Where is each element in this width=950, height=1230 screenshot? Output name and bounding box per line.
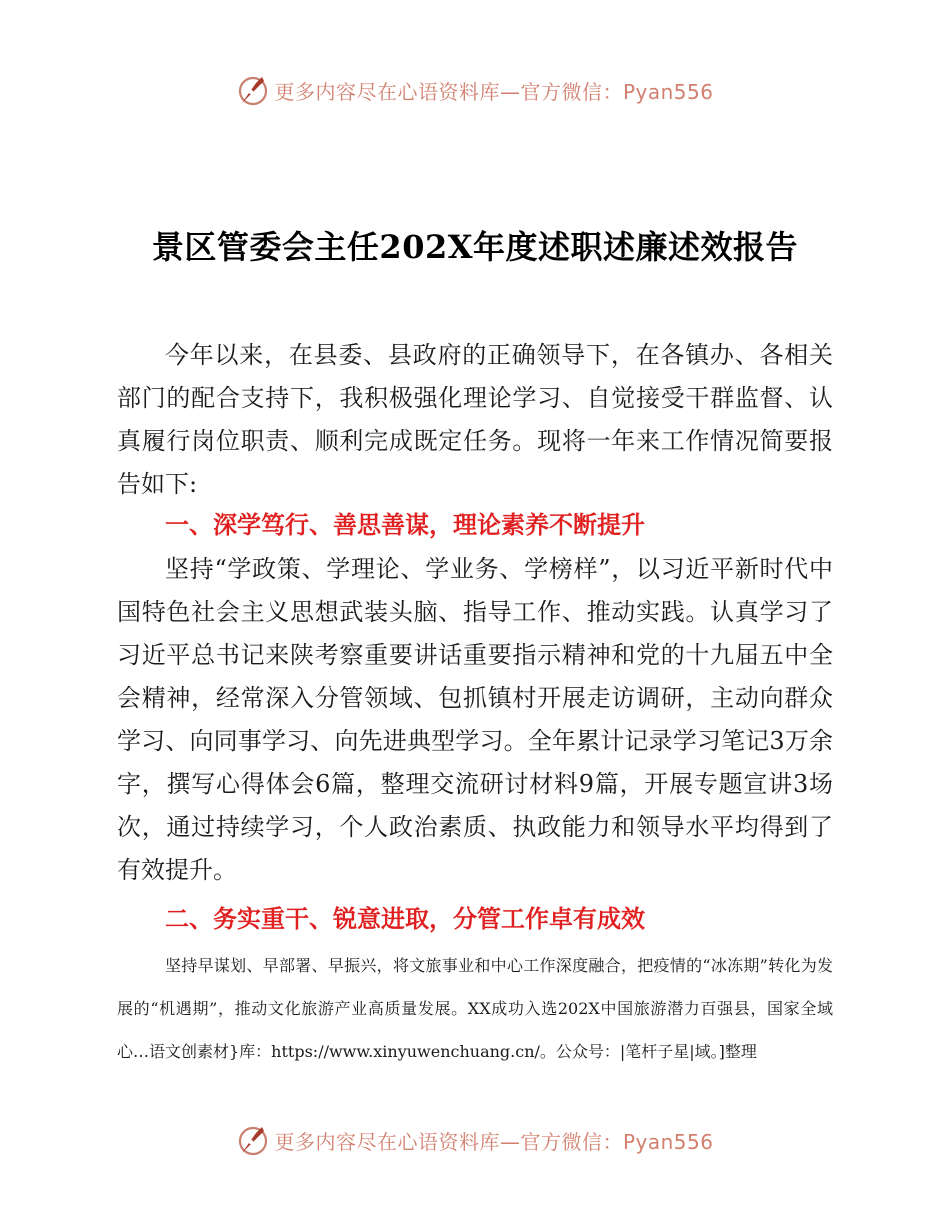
watermark-banner-bottom [0,1122,950,1158]
section-1-heading: 一、深学笃行、善思善谋，理论素养不断提升 [165,511,645,539]
watermark-banner-top [0,72,950,108]
watermark-text-top: 更多内容尽在心语资料库—官方微信：Pyan556 [274,79,714,104]
section-2-heading: 二、务实重干、锐意进取，分管工作卓有成效 [165,905,645,933]
pen-nib-icon [236,1123,270,1157]
pen-nib-icon [236,73,270,107]
section-2-paragraph: 坚持早谋划、早部署、早振兴，将文旅事业和中心工作深度融合，把疫情的“冰冻期”转化为发展的“机遇期”，推动文化旅游产业高质量发展。XX成功入选202X中国旅游潜力百强县，国家全域心…语文创素材}库：https://www.xinyuwenchuang.cn/。公众号：|笔杆子星|域。]整理 [117,956,833,1061]
section-1-paragraph: 坚持“学政策、学理论、学业务、学榜样”，以习近平新时代中国特色社会主义思想武装头脑、指导工作、推动实践。认真学习了习近平总书记来陕考察重要讲话重要指示精神和党的十九届五中全会精神，经常深入分管领域、包抓镇村开展走访调研，主动向群众学习、向同事学习、向先进典型学习。全年累计记录学习笔记3万余字，撰写心得体会6篇，整理交流研讨材料9篇，开展专题宣讲3场次，通过持续学习，个人政治素质、执政能力和领导水平均得到了有效提升。 [117,555,833,884]
document-title: 景区管委会主任202X年度述职述廉述效报告 [151,228,799,266]
intro-paragraph: 今年以来，在县委、县政府的正确领导下，在各镇办、各相关部门的配合支持下，我积极强化理论学习、自觉接受干群监督、认真履行岗位职责、顺利完成既定任务。现将一年来工作情况简要报告如下: [117,341,833,498]
watermark-text-bottom: 更多内容尽在心语资料库—官方微信：Pyan556 [274,1129,714,1154]
